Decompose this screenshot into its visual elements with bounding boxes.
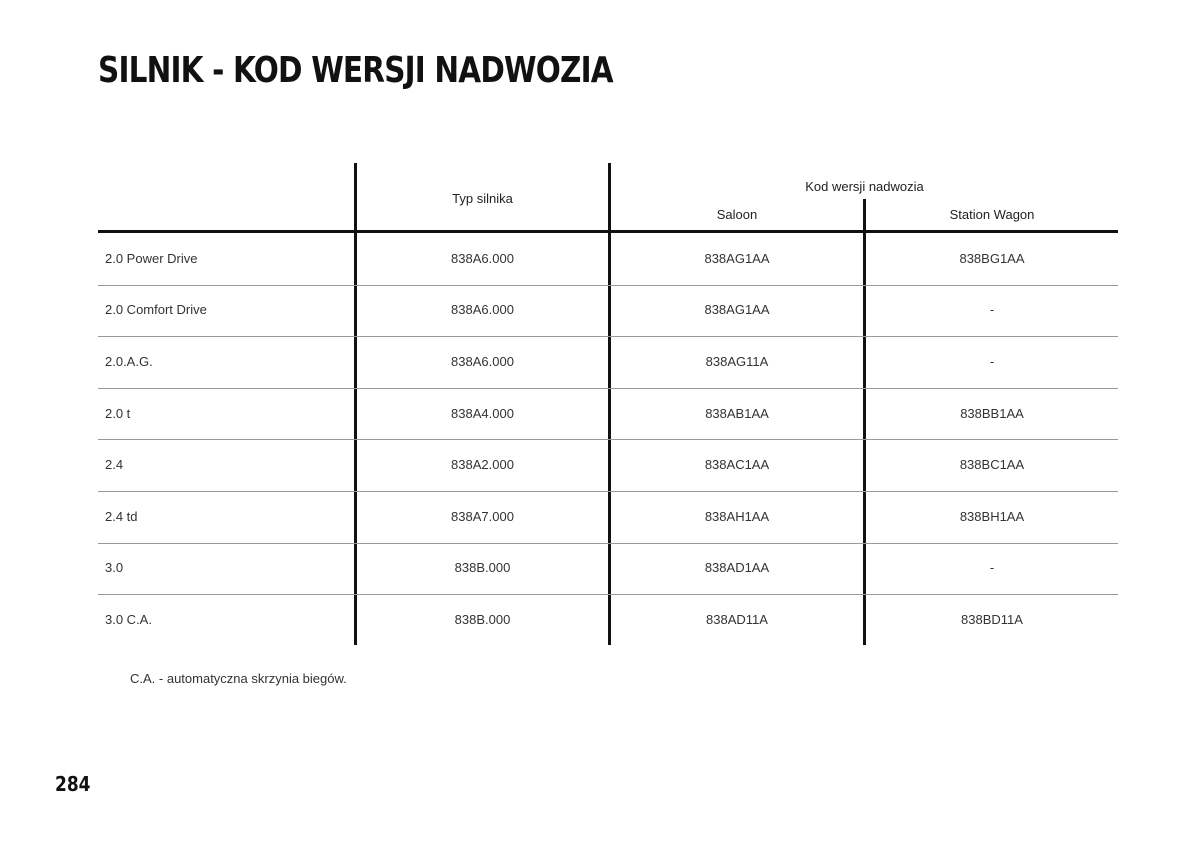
cell-engine-type: 838A2.000: [451, 457, 514, 473]
footnote: C.A. - automatyczna skrzynia biegów.: [130, 671, 347, 686]
cell-saloon-code: 838AH1AA: [704, 508, 770, 524]
header-engine-type: Typ silnika: [452, 191, 513, 206]
cell-saloon-code: 838AG1AA: [704, 302, 770, 318]
cell-saloon-code: 838AD1AA: [704, 560, 770, 576]
cell-version: 2.4 td: [105, 508, 138, 524]
row-divider: [98, 594, 1118, 595]
cell-engine-type: 838B.000: [454, 560, 511, 576]
cell-engine-type: 838B.000: [454, 612, 511, 627]
engine-body-code-table: [98, 163, 1118, 645]
cell-engine-type: 838A7.000: [451, 508, 514, 524]
cell-saloon-code: 838AB1AA: [705, 405, 769, 421]
cell-engine-type: 838A4.000: [451, 405, 514, 421]
row-divider: [98, 439, 1118, 440]
cell-station-wagon-code: 838BG1AA: [959, 250, 1025, 266]
cell-station-wagon-code: -: [989, 560, 995, 576]
cell-station-wagon-code: -: [989, 302, 995, 318]
cell-engine-type: 838A6.000: [451, 354, 514, 369]
row-divider: [98, 336, 1118, 337]
cell-engine-type: 838A6.000: [451, 250, 514, 266]
cell-version: 2.0 Power Drive: [105, 250, 198, 266]
cell-saloon-code: 838AD11A: [706, 612, 768, 627]
cell-version: 2.0 Comfort Drive: [105, 302, 207, 318]
cell-version: 3.0 C.A.: [105, 612, 152, 627]
header-rule: [98, 230, 1118, 233]
cell-saloon-code: 838AG11A: [705, 354, 769, 369]
cell-version: 3.0: [105, 560, 124, 576]
cell-station-wagon-code: 838BD11A: [961, 612, 1023, 627]
page-title: SILNIK - KOD WERSJI NADWOZIA: [98, 50, 613, 91]
header-body-code-group: Kod wersji nadwozia: [805, 179, 924, 194]
cell-version: 2.0.A.G.: [105, 354, 153, 369]
cell-saloon-code: 838AG1AA: [704, 250, 770, 266]
row-divider: [98, 388, 1118, 389]
header-station-wagon: Station Wagon: [949, 207, 1035, 222]
row-divider: [98, 285, 1118, 286]
page-number: 284: [55, 772, 91, 796]
header-saloon: Saloon: [716, 207, 758, 222]
cell-station-wagon-code: 838BB1AA: [960, 405, 1024, 421]
cell-station-wagon-code: 838BH1AA: [959, 508, 1025, 524]
column-divider-3: [863, 199, 866, 645]
row-divider: [98, 491, 1118, 492]
row-divider: [98, 543, 1118, 544]
cell-station-wagon-code: 838BC1AA: [959, 457, 1025, 473]
cell-station-wagon-code: -: [989, 354, 995, 369]
cell-version: 2.0 t: [105, 405, 131, 421]
cell-saloon-code: 838AC1AA: [704, 457, 770, 473]
cell-version: 2.4: [105, 457, 124, 473]
cell-engine-type: 838A6.000: [451, 302, 514, 318]
